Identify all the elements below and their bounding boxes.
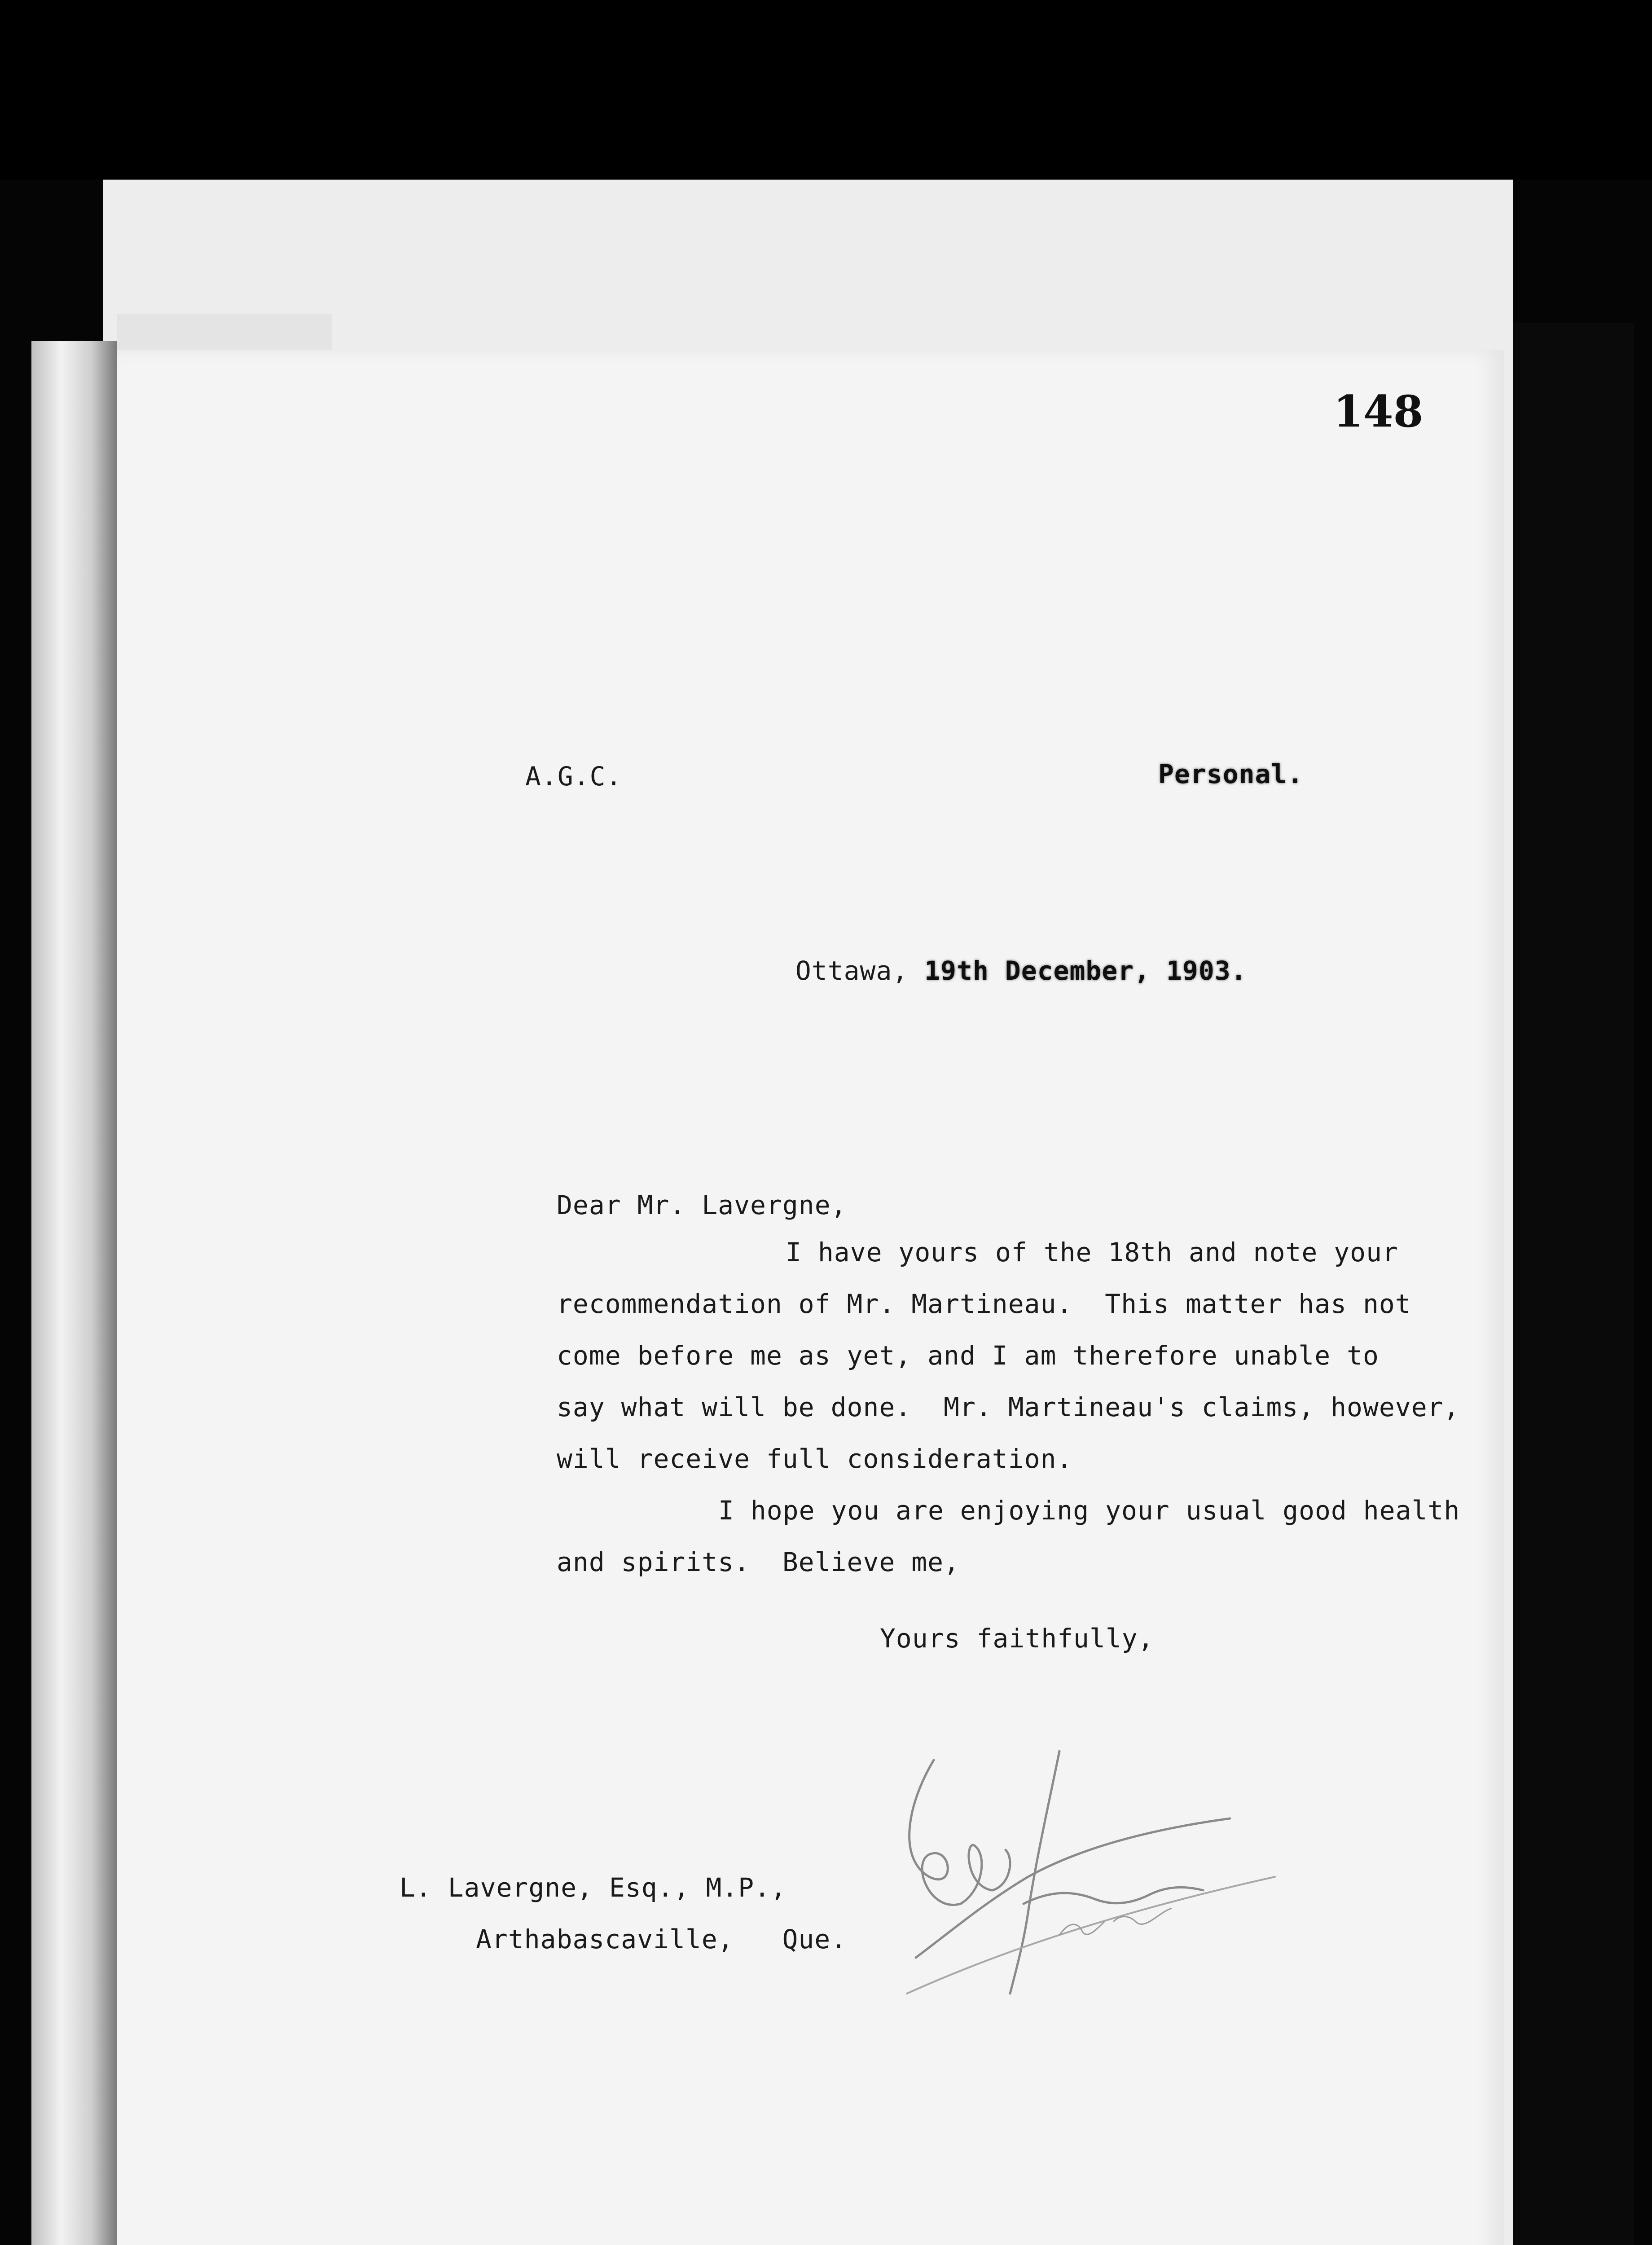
page-number: 148 xyxy=(1333,386,1424,437)
body-line: I hope you are enjoying your usual good health xyxy=(718,1495,1460,1526)
file-reference: A.G.C. xyxy=(525,761,622,792)
handwritten-signature xyxy=(880,1742,1284,2020)
body-line: and spirits. Believe me, xyxy=(557,1547,960,1577)
film-right-edge xyxy=(1513,323,1634,2245)
addressee-location: Arthabascaville, Que. xyxy=(476,1924,847,1954)
date-place: Ottawa, xyxy=(795,955,925,986)
date-line xyxy=(763,925,1247,986)
body-line: say what will be done. Mr. Martineau's claims, however, xyxy=(557,1392,1460,1422)
film-top-border xyxy=(0,0,1652,180)
salutation: Dear Mr. Lavergne, xyxy=(557,1190,847,1220)
classification-mark: Personal. xyxy=(1158,759,1304,789)
body-line: I have yours of the 18th and note your xyxy=(786,1237,1398,1268)
body-line: come before me as yet, and I am therefore unable to xyxy=(557,1340,1379,1371)
date-value: 19th December, 1903. xyxy=(924,955,1247,986)
body-line: recommendation of Mr. Martineau. This matter has not xyxy=(557,1289,1411,1319)
binding-strip xyxy=(31,341,117,2245)
addressee-name: L. Lavergne, Esq., M.P., xyxy=(400,1872,787,1903)
body-line: will receive full consideration. xyxy=(557,1444,1073,1474)
closing: Yours faithfully, xyxy=(880,1623,1154,1654)
